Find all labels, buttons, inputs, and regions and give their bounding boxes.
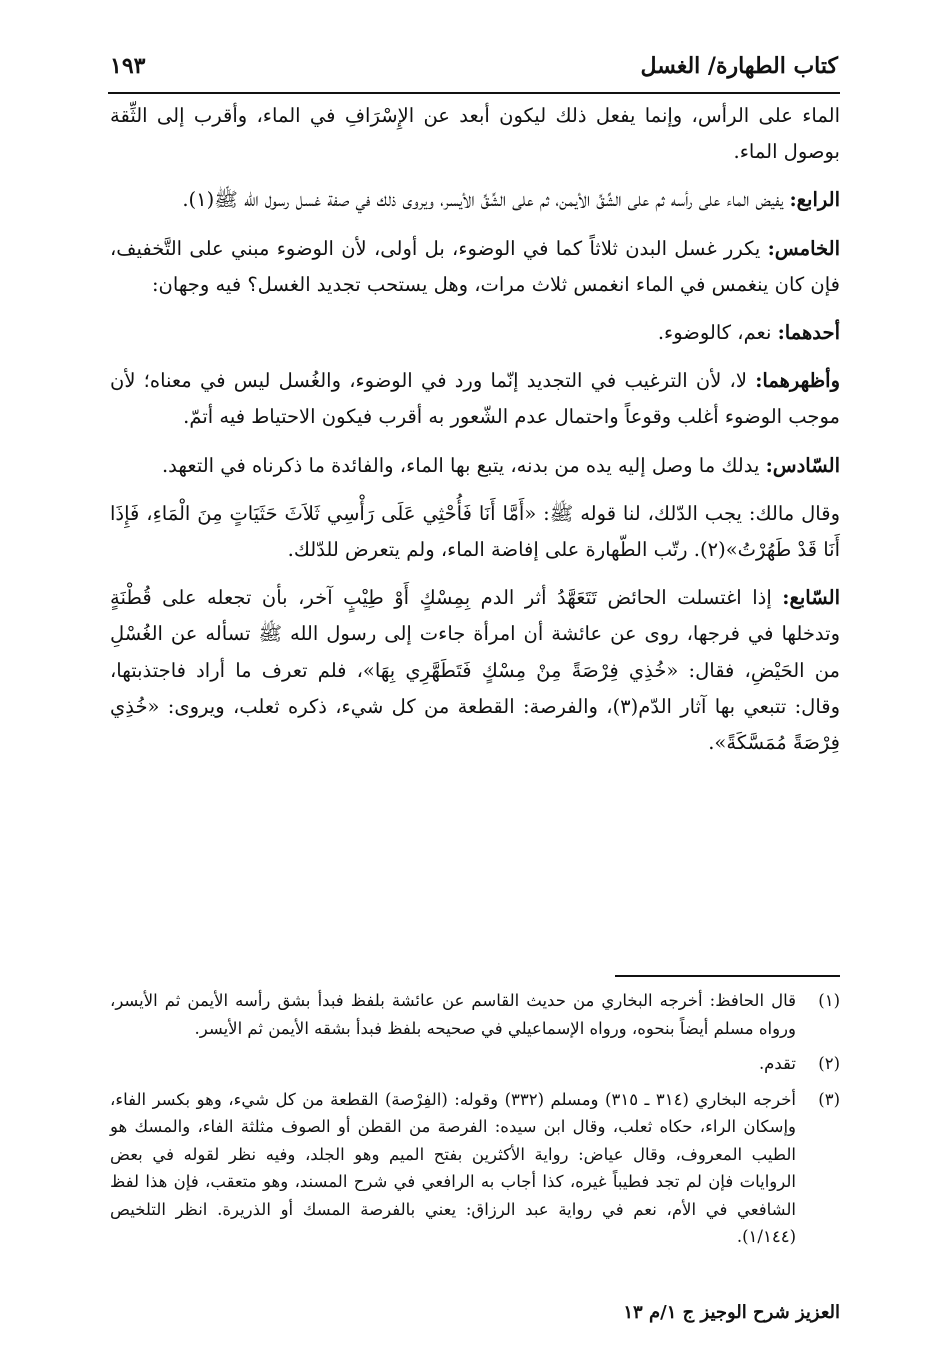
footnote-number: (٢) [818,1054,840,1073]
main-text [110,98,840,773]
paragraph-3 [110,231,840,303]
paragraph-1: الماء على الرأس، وإنما يفعل ذلك ليكون أبعد عن الإِسْرَافِ في الماء، وأقرب إلى الثِّقة بوصول الماء. [110,104,840,164]
paragraph-5-lead: وأظهرهما: [755,369,840,393]
paragraph-6-lead: السّادس: [765,453,840,477]
paragraph-3-text: يكرر غسل البدن ثلاثاً كما في الوضوء، بل أولى، لأن الوضوء مبني على التَّخفيف، فإن كان ينغمس في الماء انغمس ثلاث مرات، وهل يستحب تجديد الغسل؟ فيه وجهان: [110,236,840,296]
paragraph-5-text: لا، لأن الترغيب في التجديد إنّما ورد في الوضوء، والغُسل ليس في معناه؛ لأن موجب الوضوء أغلب وقوعاً واحتمال عدم الشّعور به أقرب فيكون الاحتياط فيه أتمّ. [110,369,840,429]
footnotes [110,987,840,1259]
paragraph-3-lead: الخامس: [767,236,840,260]
footnote-2 [110,1050,840,1078]
paragraph-6-text: يدلك ما وصل إليه يده من بدنه، يتبع بها الماء، والفائدة ما ذكرناه في التعهد. [161,453,766,477]
header-rule [108,92,840,94]
paragraph-2-text: يفيض الماء على رأسه ثم على الشِّقِّ الأيمن، ثم على الشِّقِّ الأيسر، ويروى ذلك في صفة غسل رسول الله ﷺ(١). [182,188,790,212]
footnote-number: (٣) [818,1089,840,1109]
page-number: ١٩٣ [110,53,146,79]
signature-line: العزيز شرح الوجيز ج ١/م ١٣ [623,1302,840,1323]
footnote-text: قال الحافظ: أخرجه البخاري من حديث القاسم عن عائشة بلفظ فبدأ بشق رأسه الأيمن ثم الأيسر، ورواه مسلم أيضاً بنحوه، ورواه الإسماعيلي في صحيحه بلفظ فبدأ بشقه الأيمن ثم الأيسر. [110,991,796,1038]
paragraph-4-lead: أحدهما: [777,321,840,345]
paragraph-8-text: إذا اغتسلت الحائض تَتَعَهَّدُ أثر الدم بِمِسْكٍ أَوْ طِيْبٍ آخر، بأن تجعله على قُطْنَةٍ وتدخلها في فرجها، روى عن عائشة أن امرأة جاءت إلى رسول الله ﷺ تسأله عن الغُسْلِ من الحَيْضِ، فقال: «خُذِي فِرْصَةً مِنْ مِسْكٍ فَتَطَهَّرِي بِهَا»، فلم تعرف ما أراد فاجتذبتها، وقال: تتبعي بها آثار الدّم(٣)، والفرصة: القطعة من كل شيء، ذكره ثعلب، ويروى: «خُذِي فِرْصَةً مُمَسَّكَةً». [110,586,841,755]
footnote-text: أخرجه البخاري (٣١٤ ـ ٣١٥) ومسلم (٣٣٢) وقوله: (الفِرْصة) القطعة من كل شيء، وهو بكسر الفاء، وإسكان الراء، حكاه ثعلب، وقال ابن سيده: الفرصة من القطن أو الصوف مثلثة الفاء، والمسك هو الطيب المعروف، وقال عياض: رواية الأكثرين بفتح الميم وهو الجلد، وفيه نظر لقوله في بعض الروايات فإن لم تجد فطيباً غيره، كذا أجاب به الرافعي في شرح المسند، وهو متعقب، فإن هذا لفظ الشافعي في الأم، نعم في رواية عبد الرزاق: يعني بالفرصة المسك أو الذريرة. انظر التلخيص (١/١٤٤). [110,1089,797,1246]
footnote-text: تقدم. [758,1054,796,1073]
chapter-title: كتاب الطهارة/ الغسل [640,53,838,79]
paragraph-7: وقال مالك: يجب الدّلك، لنا قوله ﷺ: «أَمَّا أَنَا فَأُحْثِي عَلَى رَأْسِي ثَلاَثَ حَثَيَاتٍ مِنَ الْمَاءِ، فَإِذَا أَنَا قَدْ طَهُرْتُ»(٢). رتّب الطّهارة على إفاضة الماء، ولم يتعرض للدّلك. [110,501,840,562]
paragraph-8 [110,580,840,761]
footnote-1 [110,987,840,1042]
footnote-rule [615,975,840,977]
paragraph-6 [110,448,840,484]
paragraph-2-lead: الرابع: [789,188,840,212]
paragraph-4-text: نعم، كالوضوء. [657,321,778,345]
paragraph-4 [110,315,840,351]
paragraph-5 [110,363,840,435]
footnote-number: (١) [818,991,840,1010]
page-header [110,44,838,88]
paragraph-8-lead: السّابع: [782,586,840,610]
paragraph-2 [110,182,840,218]
footnote-3 [110,1086,840,1251]
